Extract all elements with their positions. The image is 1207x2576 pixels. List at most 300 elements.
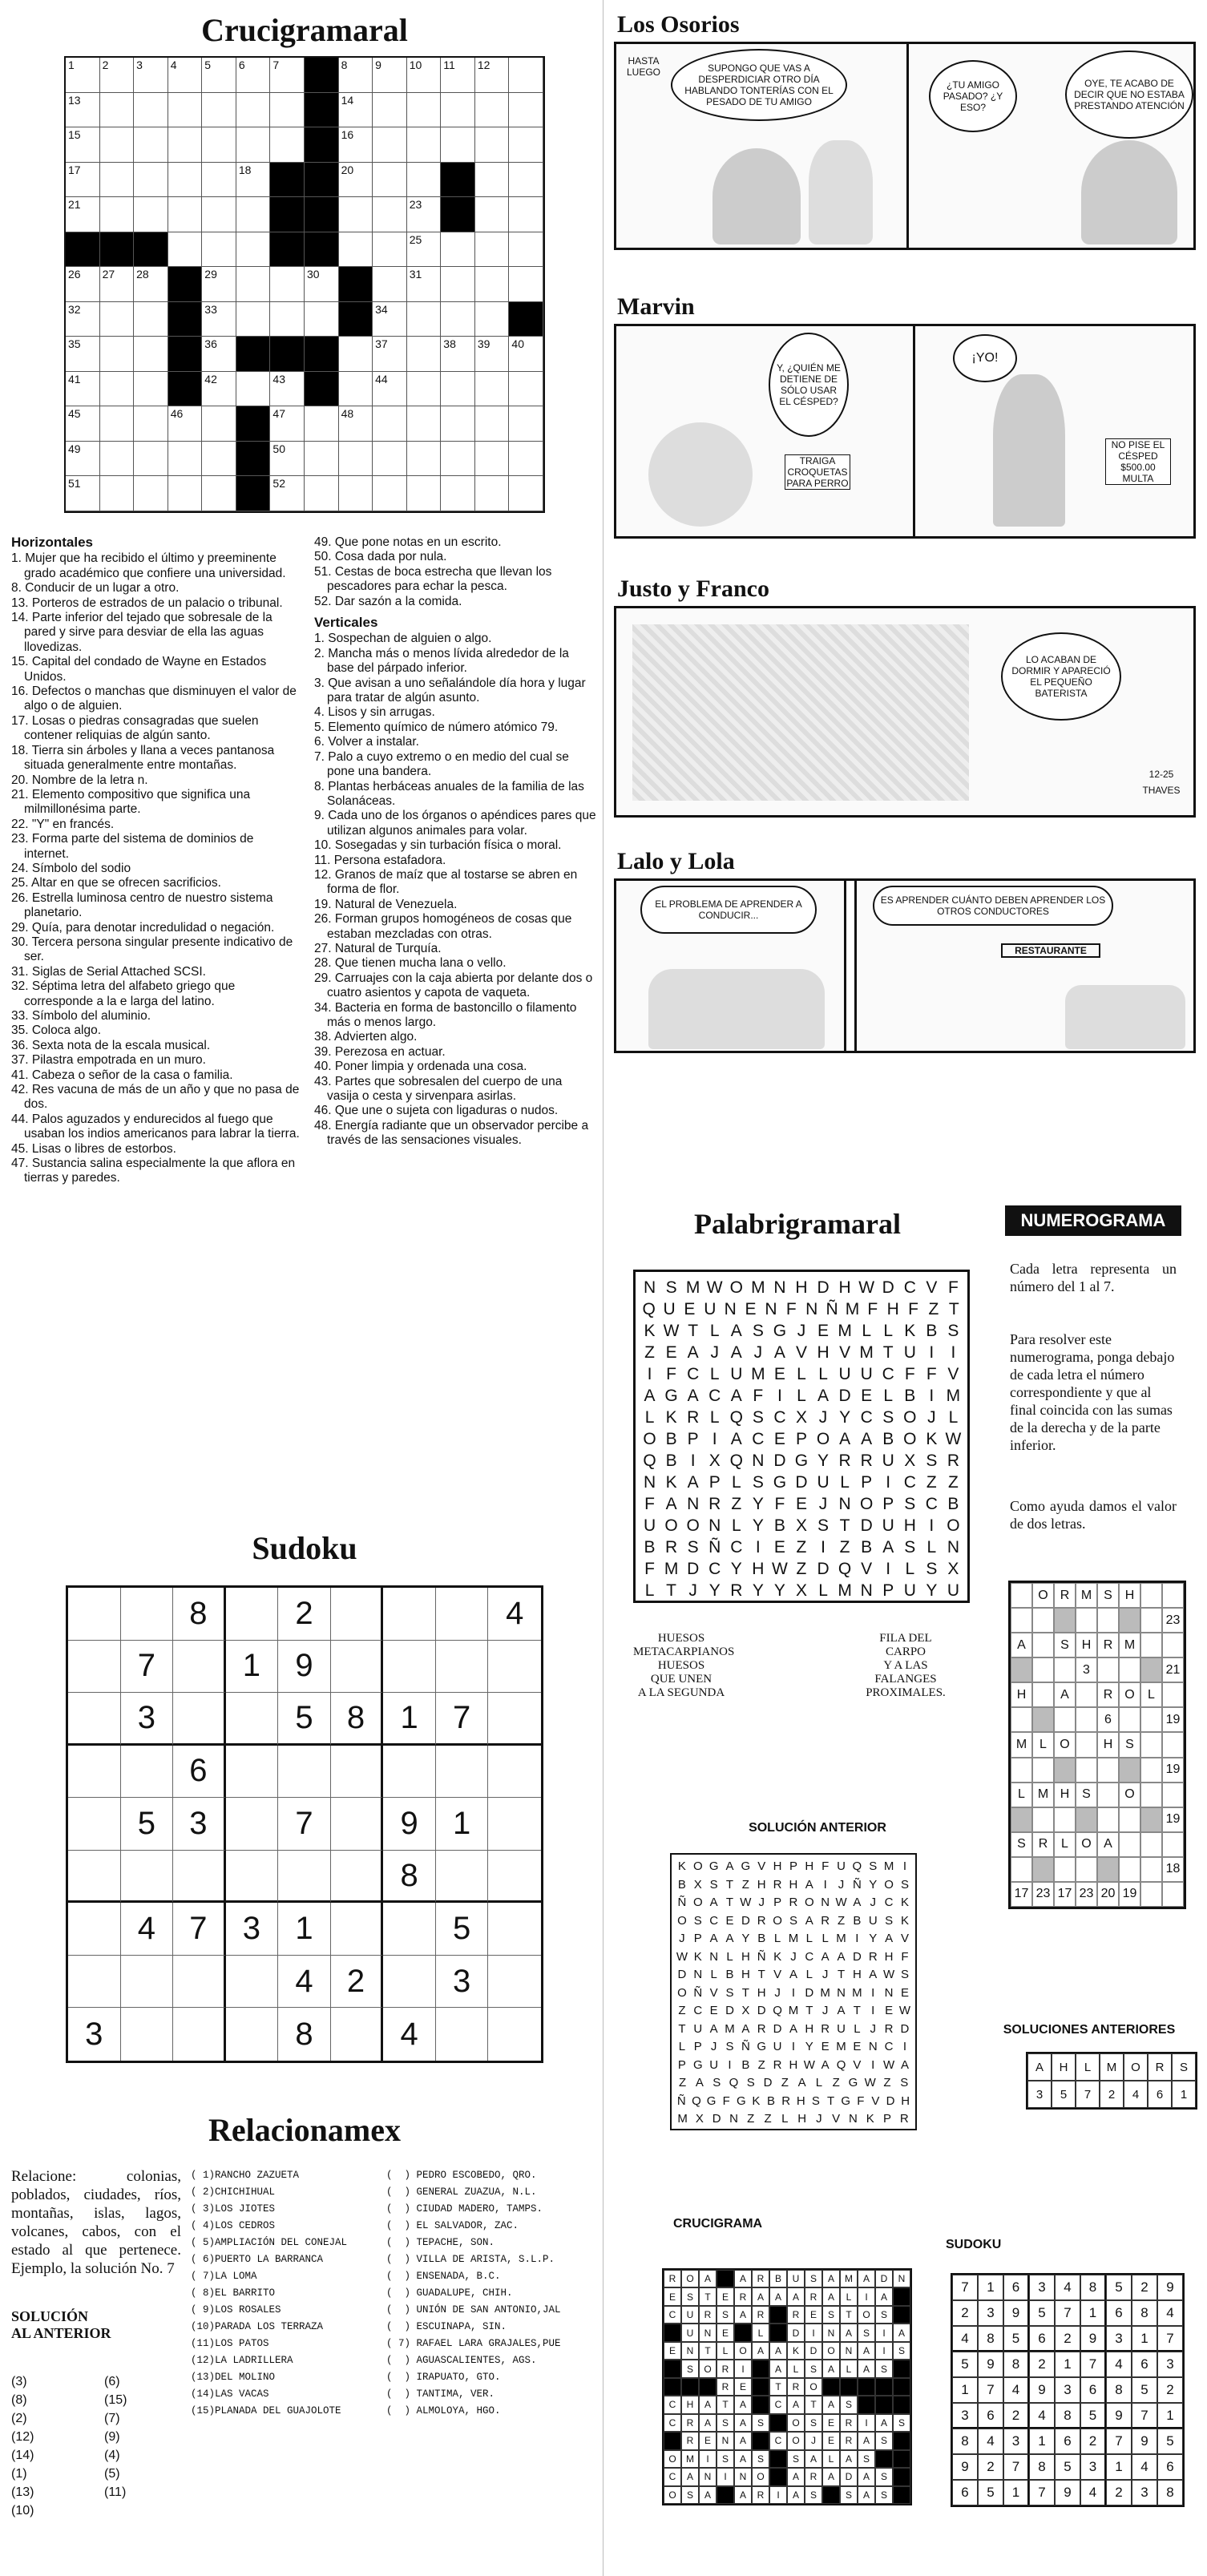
wordsearch-letter[interactable]: S xyxy=(900,1968,909,1981)
wordsearch-letter[interactable]: J xyxy=(797,1322,806,1340)
wordsearch-letter[interactable]: L xyxy=(905,1560,915,1578)
wordsearch-letter[interactable]: M xyxy=(845,1300,860,1318)
crossword-cell[interactable] xyxy=(66,372,100,407)
crossword-cell[interactable] xyxy=(441,372,475,407)
wordsearch-letter[interactable]: D xyxy=(763,2076,773,2089)
crossword-cell[interactable] xyxy=(475,302,510,337)
crossword-cell[interactable] xyxy=(202,58,236,93)
wordsearch-letter[interactable]: H xyxy=(901,2094,910,2108)
sudoku-cell[interactable] xyxy=(226,1588,279,1641)
wordsearch-letter[interactable]: J xyxy=(818,1408,828,1427)
wordsearch-letter[interactable]: S xyxy=(904,1495,916,1513)
sudoku-cell[interactable] xyxy=(68,1956,121,2009)
wordsearch-letter[interactable]: Z xyxy=(747,2112,755,2126)
sudoku-cell[interactable] xyxy=(68,1746,121,1799)
wordsearch-letter[interactable]: V xyxy=(947,1365,959,1383)
crossword-cell[interactable] xyxy=(339,58,373,93)
crossword-cell[interactable] xyxy=(168,476,203,511)
numerograma-cell[interactable] xyxy=(1097,1758,1119,1783)
crossword-cell[interactable] xyxy=(100,442,135,477)
wordsearch-letter[interactable]: T xyxy=(839,1516,850,1535)
crossword-cell[interactable] xyxy=(134,372,168,407)
wordsearch-letter[interactable]: G xyxy=(773,1322,787,1340)
wordsearch-letter[interactable]: D xyxy=(900,2021,910,2036)
wordsearch-letter[interactable]: L xyxy=(644,1581,655,1600)
wordsearch-letter[interactable]: T xyxy=(666,1581,676,1600)
sudoku-cell[interactable] xyxy=(331,1851,384,1904)
numerograma-cell[interactable] xyxy=(1076,1682,1097,1707)
crossword-cell[interactable] xyxy=(100,267,135,302)
wordsearch-letter[interactable]: P xyxy=(708,1473,721,1492)
wordsearch-letter[interactable]: C xyxy=(903,1278,916,1297)
relacionamex-state-answer[interactable]: ( ) ESCUINAPA, SIN. xyxy=(386,2321,507,2332)
relacionamex-state-answer[interactable]: ( ) GENERAL ZUAZUA, N.L. xyxy=(386,2186,537,2198)
crossword-cell[interactable] xyxy=(134,337,168,372)
wordsearch-letter[interactable]: F xyxy=(867,1300,878,1318)
wordsearch-letter[interactable]: I xyxy=(791,2040,796,2053)
wordsearch-letter[interactable]: E xyxy=(745,1300,757,1318)
wordsearch-letter[interactable]: L xyxy=(710,1968,717,1981)
wordsearch-letter[interactable]: B xyxy=(757,1932,766,1945)
crossword-cell[interactable] xyxy=(202,337,236,372)
sudoku-cell[interactable] xyxy=(488,1641,541,1694)
wordsearch-letter[interactable]: L xyxy=(926,1538,937,1557)
wordsearch-letter[interactable]: W xyxy=(898,2004,911,2017)
wordsearch-letter[interactable]: R xyxy=(884,2021,894,2036)
crossword-cell[interactable] xyxy=(339,442,373,477)
wordsearch-letter[interactable]: Y xyxy=(708,1581,721,1600)
wordsearch-letter[interactable]: Z xyxy=(678,2004,686,2017)
crossword-cell[interactable] xyxy=(509,197,543,232)
wordsearch-letter[interactable]: W xyxy=(858,1278,875,1297)
crossword-cell[interactable] xyxy=(100,302,135,337)
sudoku-cell[interactable] xyxy=(68,1641,121,1694)
wordsearch-letter[interactable]: A xyxy=(805,1877,813,1892)
wordsearch-letter[interactable]: U xyxy=(903,1581,916,1600)
wordsearch-letter[interactable]: A xyxy=(882,1538,894,1557)
sudoku-cell[interactable] xyxy=(226,1746,279,1799)
numerograma-cell[interactable] xyxy=(1140,1857,1162,1882)
wordsearch-letter[interactable]: C xyxy=(730,1538,743,1557)
crossword-grid[interactable] xyxy=(64,56,545,513)
wordsearch-letter[interactable]: P xyxy=(693,1932,702,1945)
crossword-cell[interactable] xyxy=(270,127,305,163)
wordsearch-letter[interactable]: G xyxy=(848,2076,858,2089)
relacionamex-state-answer[interactable]: ( ) GUADALUPE, CHIH. xyxy=(386,2287,513,2299)
wordsearch-letter[interactable]: D xyxy=(860,1516,873,1535)
wordsearch-letter[interactable]: U xyxy=(837,1859,846,1873)
wordsearch-letter[interactable]: V xyxy=(832,2112,841,2126)
wordsearch-letter[interactable]: M xyxy=(751,1365,765,1383)
wordsearch-letter[interactable]: R xyxy=(821,1913,830,1928)
sudoku-cell[interactable] xyxy=(68,1798,121,1851)
wordsearch-letter[interactable]: I xyxy=(886,1473,891,1492)
crossword-cell[interactable] xyxy=(305,406,339,442)
wordsearch-letter[interactable]: C xyxy=(903,1473,916,1492)
wordsearch-letter[interactable]: W xyxy=(864,2076,876,2089)
crossword-cell[interactable] xyxy=(100,163,135,198)
wordsearch-letter[interactable]: J xyxy=(758,1896,765,1909)
crossword-cell[interactable] xyxy=(475,197,510,232)
wordsearch-letter[interactable]: D xyxy=(805,1985,814,2000)
wordsearch-letter[interactable]: T xyxy=(826,2094,835,2108)
sudoku-cell[interactable] xyxy=(488,1851,541,1904)
wordsearch-letter[interactable]: Ñ xyxy=(693,1985,703,2000)
crossword-cell[interactable] xyxy=(407,406,442,442)
crossword-cell[interactable] xyxy=(270,58,305,93)
wordsearch-letter[interactable]: U xyxy=(704,1300,717,1318)
numerograma-cell[interactable] xyxy=(1011,1608,1032,1633)
relacionamex-state-answer[interactable]: ( ) UNIÓN DE SAN ANTONIO,JAL xyxy=(386,2304,561,2316)
wordsearch-letter[interactable]: L xyxy=(854,2021,861,2036)
wordsearch-letter[interactable]: N xyxy=(773,1278,786,1297)
wordsearch-letter[interactable]: Y xyxy=(817,1452,830,1470)
wordsearch-letter[interactable]: J xyxy=(679,1932,685,1945)
sudoku-cell[interactable] xyxy=(226,1693,279,1746)
sudoku-cell[interactable] xyxy=(173,1693,226,1746)
wordsearch-letter[interactable]: N xyxy=(860,1581,873,1600)
sudoku-cell[interactable] xyxy=(331,1903,384,1956)
wordsearch-letter[interactable]: L xyxy=(862,1322,871,1340)
wordsearch-letter[interactable]: O xyxy=(677,1985,687,2000)
numerograma-cell[interactable] xyxy=(1140,1633,1162,1657)
wordsearch-letter[interactable]: Z xyxy=(883,2076,891,2089)
wordsearch-letter[interactable]: Y xyxy=(752,1581,764,1600)
wordsearch-letter[interactable]: I xyxy=(712,1430,717,1448)
wordsearch-letter[interactable]: D xyxy=(852,1949,862,1964)
wordsearch-letter[interactable]: L xyxy=(883,1387,894,1405)
wordsearch-letter[interactable]: C xyxy=(882,1365,894,1383)
wordsearch-letter[interactable]: N xyxy=(687,1495,700,1513)
numerograma-cell[interactable] xyxy=(1032,1707,1054,1732)
wordsearch-letter[interactable]: L xyxy=(731,1516,741,1535)
wordsearch-letter[interactable]: H xyxy=(795,1278,808,1297)
wordsearch-letter[interactable]: F xyxy=(666,1365,676,1383)
crossword-cell[interactable] xyxy=(66,476,100,511)
numerograma-cell[interactable] xyxy=(1076,1758,1097,1783)
wordsearch-letter[interactable]: Z xyxy=(764,2112,772,2126)
sudoku-cell[interactable] xyxy=(68,1851,121,1904)
sudoku-cell[interactable] xyxy=(488,1798,541,1851)
crossword-cell[interactable] xyxy=(441,232,475,268)
crossword-cell[interactable] xyxy=(236,127,271,163)
numerograma-cell[interactable] xyxy=(1076,1707,1097,1732)
wordsearch-letter[interactable]: N xyxy=(729,2112,738,2126)
wordsearch-letter[interactable]: Q xyxy=(852,1859,862,1873)
wordsearch-letter[interactable]: G xyxy=(794,1452,809,1470)
crossword-cell[interactable] xyxy=(270,93,305,128)
wordsearch-letter[interactable]: W xyxy=(883,1968,895,1981)
numerograma-cell[interactable] xyxy=(1119,1832,1140,1857)
sudoku-cell[interactable] xyxy=(173,2008,226,2061)
wordsearch-letter[interactable]: M xyxy=(883,1859,894,1873)
wordsearch-letter[interactable]: M xyxy=(725,2021,735,2036)
wordsearch-letter[interactable]: M xyxy=(685,1278,700,1297)
sudoku-cell[interactable] xyxy=(68,1903,121,1956)
numerograma-cell[interactable] xyxy=(1097,1657,1119,1682)
wordsearch-letter[interactable]: B xyxy=(882,1430,894,1448)
wordsearch-letter[interactable]: S xyxy=(885,1913,894,1928)
wordsearch-letter[interactable]: Y xyxy=(752,1495,764,1513)
crossword-cell[interactable] xyxy=(475,337,510,372)
wordsearch-letter[interactable]: J xyxy=(710,2040,717,2053)
relacionamex-state-answer[interactable]: ( ) AGUASCALIENTES, AGS. xyxy=(386,2355,537,2366)
crossword-cell[interactable] xyxy=(236,197,271,232)
wordsearch-letter[interactable]: J xyxy=(838,1877,845,1892)
crossword-cell[interactable] xyxy=(236,58,271,93)
wordsearch-letter[interactable]: L xyxy=(709,1365,720,1383)
crossword-cell[interactable] xyxy=(441,406,475,442)
wordsearch-letter[interactable]: P xyxy=(789,1859,797,1873)
wordsearch-letter[interactable]: B xyxy=(767,2094,776,2108)
wordsearch-letter[interactable]: Ñ xyxy=(826,1300,838,1318)
wordsearch-letter[interactable]: X xyxy=(693,1877,702,1892)
crossword-cell[interactable] xyxy=(270,372,305,407)
crossword-cell[interactable] xyxy=(339,232,373,268)
wordsearch-letter[interactable]: W xyxy=(945,1430,962,1448)
wordsearch-letter[interactable]: D xyxy=(712,2112,721,2126)
wordsearch-letter[interactable]: O xyxy=(692,1896,703,1909)
wordsearch-letter[interactable]: Ñ xyxy=(757,1949,766,1964)
wordsearch-letter[interactable]: M xyxy=(838,1581,852,1600)
wordsearch-letter[interactable]: X xyxy=(708,1452,721,1470)
crossword-cell[interactable] xyxy=(373,302,407,337)
crossword-cell[interactable] xyxy=(134,476,168,511)
crossword-cell[interactable] xyxy=(66,406,100,442)
wordsearch-letter[interactable]: H xyxy=(817,1343,830,1362)
numerograma-cell[interactable] xyxy=(1032,1807,1054,1832)
wordsearch-letter[interactable]: O xyxy=(643,1430,656,1448)
sudoku-cell[interactable] xyxy=(436,1588,489,1641)
wordsearch-letter[interactable]: U xyxy=(773,2040,782,2053)
wordsearch-letter[interactable]: A xyxy=(687,1473,699,1492)
sudoku-cell[interactable] xyxy=(436,1851,489,1904)
crossword-cell[interactable] xyxy=(407,372,442,407)
sudoku-cell[interactable] xyxy=(226,1851,279,1904)
numerograma-cell[interactable] xyxy=(1054,1758,1076,1783)
sudoku-cell[interactable] xyxy=(68,1693,121,1746)
wordsearch-letter[interactable]: L xyxy=(883,1322,894,1340)
sudoku-cell[interactable] xyxy=(488,1746,541,1799)
wordsearch-letter[interactable]: U xyxy=(882,1452,894,1470)
wordsearch-letter[interactable]: W xyxy=(663,1322,680,1340)
numerograma-cell[interactable] xyxy=(1140,1732,1162,1757)
wordsearch-letter[interactable]: H xyxy=(757,1985,766,2000)
wordsearch-letter[interactable]: Z xyxy=(947,1473,959,1492)
wordsearch-letter[interactable]: I xyxy=(755,1538,761,1557)
wordsearch-letter[interactable]: Ñ xyxy=(852,1877,862,1892)
wordsearch-letter[interactable]: J xyxy=(821,2004,829,2017)
wordsearch-letter[interactable]: A xyxy=(741,2021,750,2036)
crossword-cell[interactable] xyxy=(100,337,135,372)
wordsearch-letter[interactable]: A xyxy=(797,2076,806,2089)
wordsearch-letter[interactable]: A xyxy=(869,1968,878,1981)
wordsearch-letter[interactable]: I xyxy=(777,1387,782,1405)
wordsearch-letter[interactable]: P xyxy=(861,1473,873,1492)
wordsearch-letter[interactable]: G xyxy=(841,2094,851,2108)
wordsearch-letter[interactable]: W xyxy=(803,2057,815,2072)
numerograma-cell[interactable] xyxy=(1140,1832,1162,1857)
numerograma-cell[interactable] xyxy=(1011,1758,1032,1783)
crossword-cell[interactable] xyxy=(407,302,442,337)
crossword-cell[interactable] xyxy=(509,442,543,477)
crossword-cell[interactable] xyxy=(475,163,510,198)
wordsearch-letter[interactable]: K xyxy=(665,1473,677,1492)
wordsearch-letter[interactable]: K xyxy=(677,1859,686,1873)
wordsearch-letter[interactable]: J xyxy=(818,1495,828,1513)
wordsearch-letter[interactable]: D xyxy=(817,1278,830,1297)
wordsearch-letter[interactable]: M xyxy=(836,2040,846,2053)
wordsearch-letter[interactable]: F xyxy=(908,1300,918,1318)
crossword-cell[interactable] xyxy=(66,93,100,128)
wordsearch-letter[interactable]: J xyxy=(688,1581,697,1600)
crossword-cell[interactable] xyxy=(66,337,100,372)
wordsearch-letter[interactable]: S xyxy=(882,1408,894,1427)
crossword-cell[interactable] xyxy=(475,267,510,302)
wordsearch-letter[interactable]: V xyxy=(773,1968,782,1981)
wordsearch-letter[interactable]: Q xyxy=(729,1452,743,1470)
wordsearch-letter[interactable]: S xyxy=(789,1913,797,1928)
crossword-cell[interactable] xyxy=(373,163,407,198)
crossword-cell[interactable] xyxy=(66,163,100,198)
wordsearch-letter[interactable]: A xyxy=(730,1343,742,1362)
wordsearch-letter[interactable]: L xyxy=(821,1932,829,1945)
numerograma-cell[interactable] xyxy=(1011,1807,1032,1832)
numerograma-cell[interactable] xyxy=(1011,1657,1032,1682)
wordsearch-letter[interactable]: L xyxy=(805,1968,813,1981)
sudoku-cell[interactable] xyxy=(68,1588,121,1641)
wordsearch-letter[interactable]: P xyxy=(687,1430,699,1448)
wordsearch-letter[interactable]: C xyxy=(860,1408,873,1427)
wordsearch-letter[interactable]: G xyxy=(692,2057,703,2072)
wordsearch-letter[interactable]: D xyxy=(817,1560,830,1578)
crossword-cell[interactable] xyxy=(270,406,305,442)
wordsearch-letter[interactable]: E xyxy=(817,1322,830,1340)
wordsearch-letter[interactable]: Q xyxy=(836,2057,846,2072)
wordsearch-letter[interactable]: Z xyxy=(731,1495,742,1513)
wordsearch-letter[interactable]: F xyxy=(785,1300,797,1318)
wordsearch-letter[interactable]: P xyxy=(883,2112,892,2126)
crossword-cell[interactable] xyxy=(202,232,236,268)
wordsearch-letter[interactable]: A xyxy=(709,1896,718,1909)
wordsearch-letter[interactable]: N xyxy=(838,1495,851,1513)
sudoku-cell[interactable] xyxy=(383,1641,436,1694)
wordsearch-letter[interactable]: T xyxy=(678,2021,686,2036)
wordsearch-letter[interactable]: H xyxy=(796,2094,805,2108)
crossword-cell[interactable] xyxy=(407,197,442,232)
wordsearch-letter[interactable]: E xyxy=(773,1430,785,1448)
wordsearch-letter[interactable]: E xyxy=(709,2004,718,2017)
wordsearch-letter[interactable]: Y xyxy=(730,1560,742,1578)
wordsearch-letter[interactable]: V xyxy=(926,1278,938,1297)
wordsearch-letter[interactable]: Y xyxy=(869,1932,878,1945)
numerograma-cell[interactable] xyxy=(1140,1807,1162,1832)
wordsearch-letter[interactable]: C xyxy=(884,2040,894,2053)
sudoku-cell[interactable] xyxy=(331,2008,384,2061)
crossword-cell[interactable] xyxy=(475,232,510,268)
wordsearch-letter[interactable]: Y xyxy=(869,1877,878,1892)
wordsearch-letter[interactable]: Z xyxy=(679,2076,687,2089)
wordsearch-letter[interactable]: A xyxy=(725,1932,734,1945)
crossword-cell[interactable] xyxy=(100,93,135,128)
sudoku-cell[interactable] xyxy=(488,1693,541,1746)
wordsearch-letter[interactable]: E xyxy=(853,2040,862,2053)
wordsearch-letter[interactable]: D xyxy=(838,1387,851,1405)
wordsearch-letter[interactable]: L xyxy=(773,1932,781,1945)
wordsearch-letter[interactable]: N xyxy=(643,1473,656,1492)
wordsearch-letter[interactable]: G xyxy=(736,2094,746,2108)
crossword-cell[interactable] xyxy=(134,302,168,337)
crossword-cell[interactable] xyxy=(270,302,305,337)
wordsearch-letter[interactable]: K xyxy=(900,1913,909,1928)
sudoku-cell[interactable] xyxy=(173,1956,226,2009)
sudoku-cell[interactable] xyxy=(436,2008,489,2061)
sudoku-cell[interactable] xyxy=(436,1746,489,1799)
wordsearch-letter[interactable]: P xyxy=(795,1430,807,1448)
numerograma-cell[interactable] xyxy=(1054,1857,1076,1882)
wordsearch-letter[interactable]: O xyxy=(903,1408,917,1427)
sudoku-cell[interactable] xyxy=(488,2008,541,2061)
wordsearch-letter[interactable]: Y xyxy=(752,1516,764,1535)
wordsearch-letter[interactable]: N xyxy=(868,2040,878,2053)
wordsearch-letter[interactable]: O xyxy=(692,1859,703,1873)
wordsearch-letter[interactable]: S xyxy=(665,1278,677,1297)
wordsearch-letter[interactable]: A xyxy=(644,1387,656,1405)
wordsearch-letter[interactable]: S xyxy=(947,1322,959,1340)
wordsearch-letter[interactable]: Z xyxy=(928,1300,939,1318)
wordsearch-letter[interactable]: V xyxy=(861,1560,873,1578)
wordsearch-letter[interactable]: U xyxy=(709,2057,719,2072)
wordsearch-letter[interactable]: A xyxy=(861,1430,873,1448)
crossword-cell[interactable] xyxy=(407,232,442,268)
wordsearch-letter[interactable]: A xyxy=(725,1859,734,1873)
relacionamex-state-answer[interactable]: ( ) ALMOLOYA, HGO. xyxy=(386,2405,501,2417)
numerograma-cell[interactable] xyxy=(1011,1857,1032,1882)
wordsearch-letter[interactable]: U xyxy=(693,2021,703,2036)
wordsearch-letter[interactable]: C xyxy=(708,1387,721,1405)
crossword-cell[interactable] xyxy=(134,197,168,232)
wordsearch-letter[interactable]: A xyxy=(687,1387,699,1405)
wordsearch-letter[interactable]: U xyxy=(903,1343,916,1362)
wordsearch-letter[interactable]: A xyxy=(709,2021,718,2036)
wordsearch-letter[interactable]: F xyxy=(722,2094,730,2108)
numerograma-cell[interactable] xyxy=(1076,1807,1097,1832)
crossword-cell[interactable] xyxy=(339,337,373,372)
wordsearch-letter[interactable]: I xyxy=(902,1859,907,1873)
wordsearch-letter[interactable]: S xyxy=(926,1560,938,1578)
wordsearch-letter[interactable]: F xyxy=(926,1365,937,1383)
wordsearch-letter[interactable]: E xyxy=(665,1343,677,1362)
wordsearch-letter[interactable]: A xyxy=(853,1896,862,1909)
wordsearch-letter[interactable]: T xyxy=(741,1985,749,2000)
crossword-cell[interactable] xyxy=(134,163,168,198)
crossword-cell[interactable] xyxy=(236,302,271,337)
sudoku-cell[interactable] xyxy=(278,1851,331,1904)
wordsearch-letter[interactable]: V xyxy=(709,1985,718,2000)
wordsearch-letter[interactable]: T xyxy=(853,2004,861,2017)
sudoku-cell[interactable] xyxy=(488,1956,541,2009)
numerograma-grid[interactable] xyxy=(1008,1581,1186,1909)
wordsearch-letter[interactable]: S xyxy=(900,1877,909,1892)
wordsearch-letter[interactable]: N xyxy=(643,1278,656,1297)
wordsearch-letter[interactable]: Q xyxy=(692,2094,701,2108)
sudoku-cell[interactable] xyxy=(331,1798,384,1851)
wordsearch-letter[interactable]: D xyxy=(795,1473,808,1492)
crossword-cell[interactable] xyxy=(134,442,168,477)
wordsearch-letter[interactable]: S xyxy=(752,1322,764,1340)
wordsearch-letter[interactable]: M xyxy=(788,1932,799,1945)
crossword-cell[interactable] xyxy=(134,93,168,128)
